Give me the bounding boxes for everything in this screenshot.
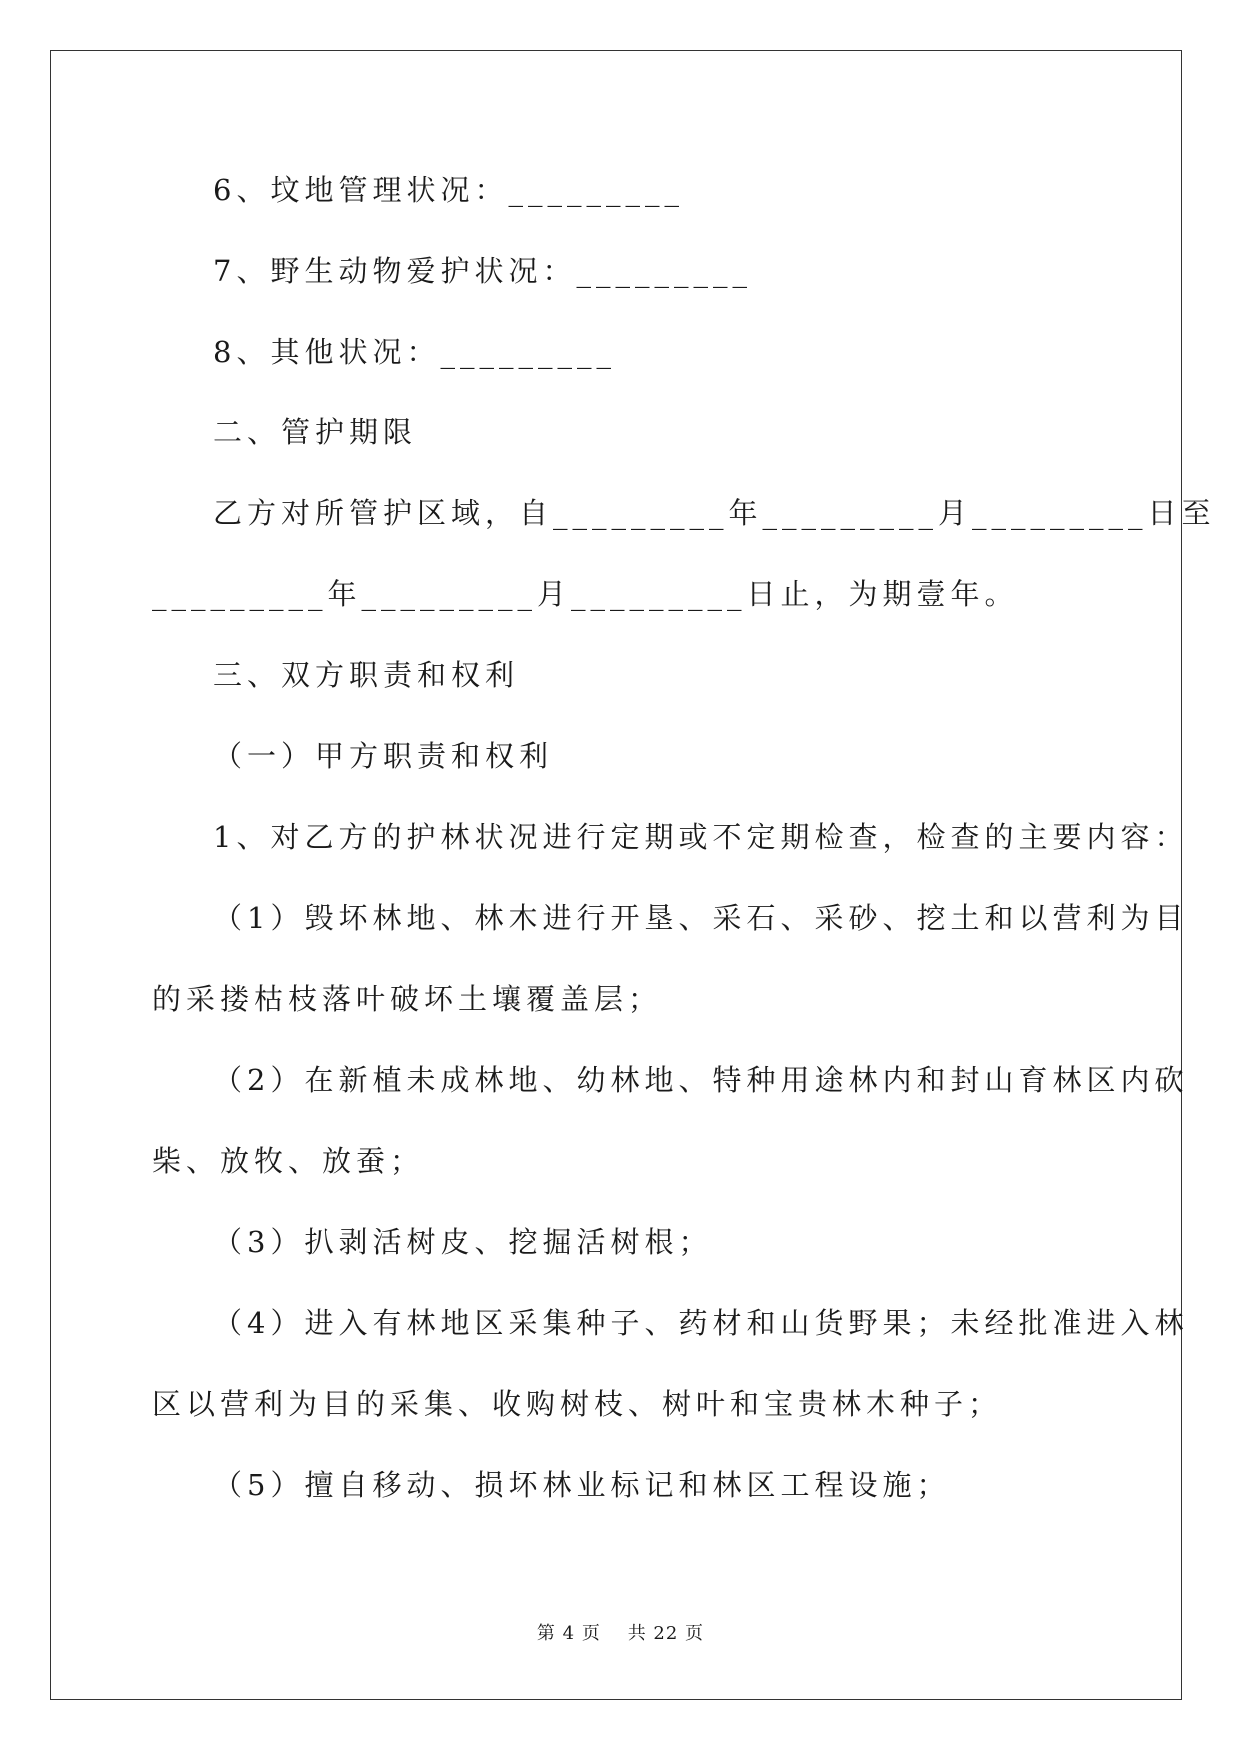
page-number-footer: 第 4 页 共 22 页	[536, 1623, 705, 1644]
text-line: 柴、放牧、放蚕；	[152, 1144, 425, 1178]
text-line: 6、坟地管理状况：_________	[213, 173, 684, 207]
text-line: 乙方对所管护区域，自_________年_________月_________日至	[213, 496, 1216, 530]
text-line: （4）进入有林地区采集种子、药材和山货野果；未经批准进入林	[213, 1306, 1189, 1340]
section-heading: 三、双方职责和权利	[213, 658, 520, 692]
text-line: _________年_________月_________日止，为期壹年。	[152, 577, 1019, 611]
section-heading: 二、管护期限	[213, 415, 418, 449]
text-line: 的采搂枯枝落叶破坏土壤覆盖层；	[152, 982, 663, 1016]
text-line: （2）在新植未成林地、幼林地、特种用途林内和封山育林区内砍	[213, 1063, 1189, 1097]
text-line: （3）扒剥活树皮、挖掘活树根；	[213, 1225, 713, 1259]
page-border	[50, 50, 1182, 1700]
text-line: （1）毁坏林地、林木进行开垦、采石、采砂、挖土和以营利为目	[213, 901, 1189, 935]
text-line: 8、其他状况：_________	[213, 335, 616, 369]
text-line: （5）擅自移动、损坏林业标记和林区工程设施；	[213, 1468, 951, 1502]
text-line: 区以营利为目的采集、收购树枝、树叶和宝贵林木种子；	[152, 1387, 1003, 1421]
subsection-heading: （一）甲方职责和权利	[213, 739, 554, 773]
text-line: 7、野生动物爱护状况：_________	[213, 254, 752, 288]
text-line: 1、对乙方的护林状况进行定期或不定期检查，检查的主要内容：	[213, 820, 1189, 854]
